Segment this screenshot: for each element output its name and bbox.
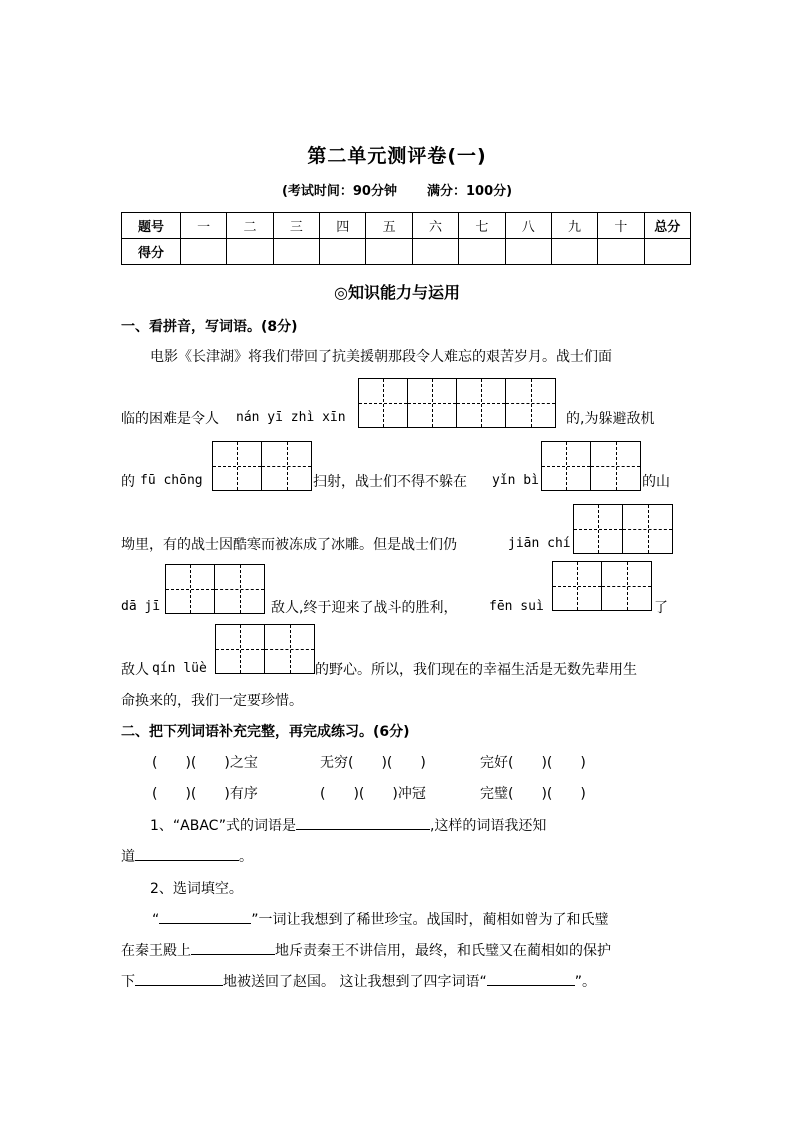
score-cell[interactable] bbox=[320, 239, 366, 265]
score-table-header-row bbox=[122, 213, 691, 239]
q1-line-3a: 的 bbox=[121, 474, 135, 490]
pinyin-1: nán yī zhì xīn bbox=[236, 410, 346, 425]
exam-full-score: 满分：100分) bbox=[426, 184, 513, 199]
char-box[interactable] bbox=[623, 505, 672, 553]
section-title: ◎知识能力与运用 bbox=[334, 283, 460, 302]
table-cell: 四 bbox=[320, 213, 366, 239]
char-box[interactable] bbox=[265, 625, 314, 673]
char-box[interactable] bbox=[506, 379, 555, 427]
score-cell[interactable] bbox=[412, 239, 458, 265]
q2-para-1-text: ”一词让我想到了稀世珍宝。战国时，蔺相如曾为了和氏璧 bbox=[251, 912, 609, 928]
write-grid-3[interactable] bbox=[541, 441, 641, 491]
answer-blank[interactable] bbox=[487, 971, 575, 986]
char-box[interactable] bbox=[216, 625, 265, 673]
write-grid-5[interactable] bbox=[165, 564, 265, 614]
table-cell: 总分 bbox=[644, 213, 690, 239]
table-cell: 八 bbox=[505, 213, 551, 239]
char-box[interactable] bbox=[166, 565, 215, 613]
idiom-4[interactable]: ( )( )有序 bbox=[152, 786, 258, 802]
score-cell[interactable] bbox=[598, 239, 644, 265]
q2-sub1 bbox=[150, 815, 546, 835]
q2-para-3-text-c: ”。 bbox=[574, 974, 596, 990]
quote-open: “ bbox=[152, 912, 160, 928]
q2-sub1-text: 1、“ABAC”式的词语是 bbox=[150, 818, 296, 834]
q1-line-2b: 的,为躲避敌机 bbox=[566, 411, 655, 427]
idiom-3[interactable]: 完好( )( ) bbox=[480, 755, 586, 771]
q1-line-2a: 临的困难是令人 bbox=[121, 411, 219, 427]
char-box[interactable] bbox=[262, 442, 311, 490]
exam-info bbox=[0, 180, 794, 199]
q1-line-5a: 敌人,终于迎来了战斗的胜利， bbox=[271, 600, 458, 616]
table-cell: 一 bbox=[181, 213, 227, 239]
score-table bbox=[121, 212, 691, 265]
q1-line-6a: 敌人 bbox=[121, 662, 149, 678]
exam-time: (考试时间：90分钟 bbox=[281, 184, 397, 199]
q1-line-7: 命换来的，我们一定要珍惜。 bbox=[121, 693, 303, 709]
q2-para-3 bbox=[121, 971, 596, 991]
q1-line-4a: 坳里，有的战士因酷寒而被冻成了冰雕。但是战士们仍 bbox=[121, 537, 457, 553]
score-cell[interactable] bbox=[505, 239, 551, 265]
write-grid-6[interactable] bbox=[552, 561, 652, 611]
question-1-title: 一、看拼音，写词语。(8分) bbox=[121, 319, 298, 335]
q2-sub1-text-b: ,这样的词语我还知 bbox=[429, 818, 547, 834]
q2-sub1-text-d: 。 bbox=[239, 849, 253, 865]
pinyin-5: dā jī bbox=[121, 599, 161, 614]
table-cell: 六 bbox=[412, 213, 458, 239]
q1-line-3c: 的山 bbox=[642, 474, 670, 490]
score-cell[interactable] bbox=[459, 239, 505, 265]
score-cell[interactable] bbox=[551, 239, 597, 265]
pinyin-4: jiān chí bbox=[508, 536, 571, 551]
write-grid-4[interactable] bbox=[573, 504, 673, 554]
table-cell: 二 bbox=[227, 213, 273, 239]
answer-blank[interactable] bbox=[135, 846, 239, 861]
score-table-score-row bbox=[122, 239, 691, 265]
q2-para-2-text-b: 地斥责秦王不讲信用，最终，和氏璧又在蔺相如的保护 bbox=[275, 943, 611, 959]
q1-line-5b: 了 bbox=[654, 600, 668, 616]
q2-para-3-text-b: 地被送回了赵国。 这让我想到了四字词语“ bbox=[223, 974, 487, 990]
table-cell: 七 bbox=[459, 213, 505, 239]
score-cell[interactable] bbox=[366, 239, 412, 265]
char-box[interactable] bbox=[408, 379, 457, 427]
q2-para-3-text-a: 下 bbox=[121, 974, 135, 990]
answer-blank[interactable] bbox=[159, 909, 251, 924]
score-cell[interactable] bbox=[644, 239, 690, 265]
q2-sub1-text-c: 道 bbox=[121, 849, 135, 865]
q2-para-2 bbox=[121, 940, 611, 960]
q2-para-2-text-a: 在秦王殿上 bbox=[121, 943, 191, 959]
score-cell[interactable] bbox=[273, 239, 319, 265]
q1-line-1: 电影《长津湖》将我们带回了抗美援朝那段令人难忘的艰苦岁月。战士们面 bbox=[150, 349, 612, 365]
char-box[interactable] bbox=[359, 379, 408, 427]
pinyin-3: yǐn bì bbox=[492, 473, 539, 488]
answer-blank[interactable] bbox=[296, 815, 430, 830]
table-cell: 九 bbox=[551, 213, 597, 239]
char-box[interactable] bbox=[574, 505, 623, 553]
write-grid-1[interactable] bbox=[358, 378, 556, 428]
pinyin-2: fū chōng bbox=[140, 473, 203, 488]
q1-line-6b: 的野心。所以，我们现在的幸福生活是无数先辈用生 bbox=[315, 662, 637, 678]
write-grid-2[interactable] bbox=[212, 441, 312, 491]
q2-sub1-cont bbox=[121, 846, 253, 866]
write-grid-7[interactable] bbox=[215, 624, 315, 674]
page-title: 第二单元测评卷(一) bbox=[307, 145, 487, 167]
idiom-5[interactable]: ( )( )冲冠 bbox=[320, 786, 426, 802]
table-cell: 五 bbox=[366, 213, 412, 239]
pinyin-6: fēn suì bbox=[489, 599, 544, 614]
table-cell: 题号 bbox=[122, 213, 181, 239]
table-cell: 十 bbox=[598, 213, 644, 239]
q1-line-3b: 扫射，战士们不得不躲在 bbox=[313, 474, 467, 490]
char-box[interactable] bbox=[457, 379, 506, 427]
score-cell[interactable] bbox=[181, 239, 227, 265]
char-box[interactable] bbox=[213, 442, 262, 490]
question-2-title: 二、把下列词语补充完整，再完成练习。(6分) bbox=[121, 724, 410, 740]
score-cell[interactable] bbox=[227, 239, 273, 265]
q2-sub2: 2、选词填空。 bbox=[150, 881, 243, 897]
idiom-2[interactable]: 无穷( )( ) bbox=[320, 755, 426, 771]
char-box[interactable] bbox=[553, 562, 602, 610]
char-box[interactable] bbox=[215, 565, 264, 613]
idiom-6[interactable]: 完璧( )( ) bbox=[480, 786, 586, 802]
char-box[interactable] bbox=[591, 442, 640, 490]
table-cell: 得分 bbox=[122, 239, 181, 265]
answer-blank[interactable] bbox=[135, 971, 223, 986]
idiom-1[interactable]: ( )( )之宝 bbox=[152, 755, 258, 771]
answer-blank[interactable] bbox=[191, 940, 275, 955]
pinyin-7: qín lüè bbox=[152, 661, 207, 676]
q2-para-1 bbox=[152, 909, 609, 929]
table-cell: 三 bbox=[273, 213, 319, 239]
char-box[interactable] bbox=[542, 442, 591, 490]
char-box[interactable] bbox=[602, 562, 651, 610]
